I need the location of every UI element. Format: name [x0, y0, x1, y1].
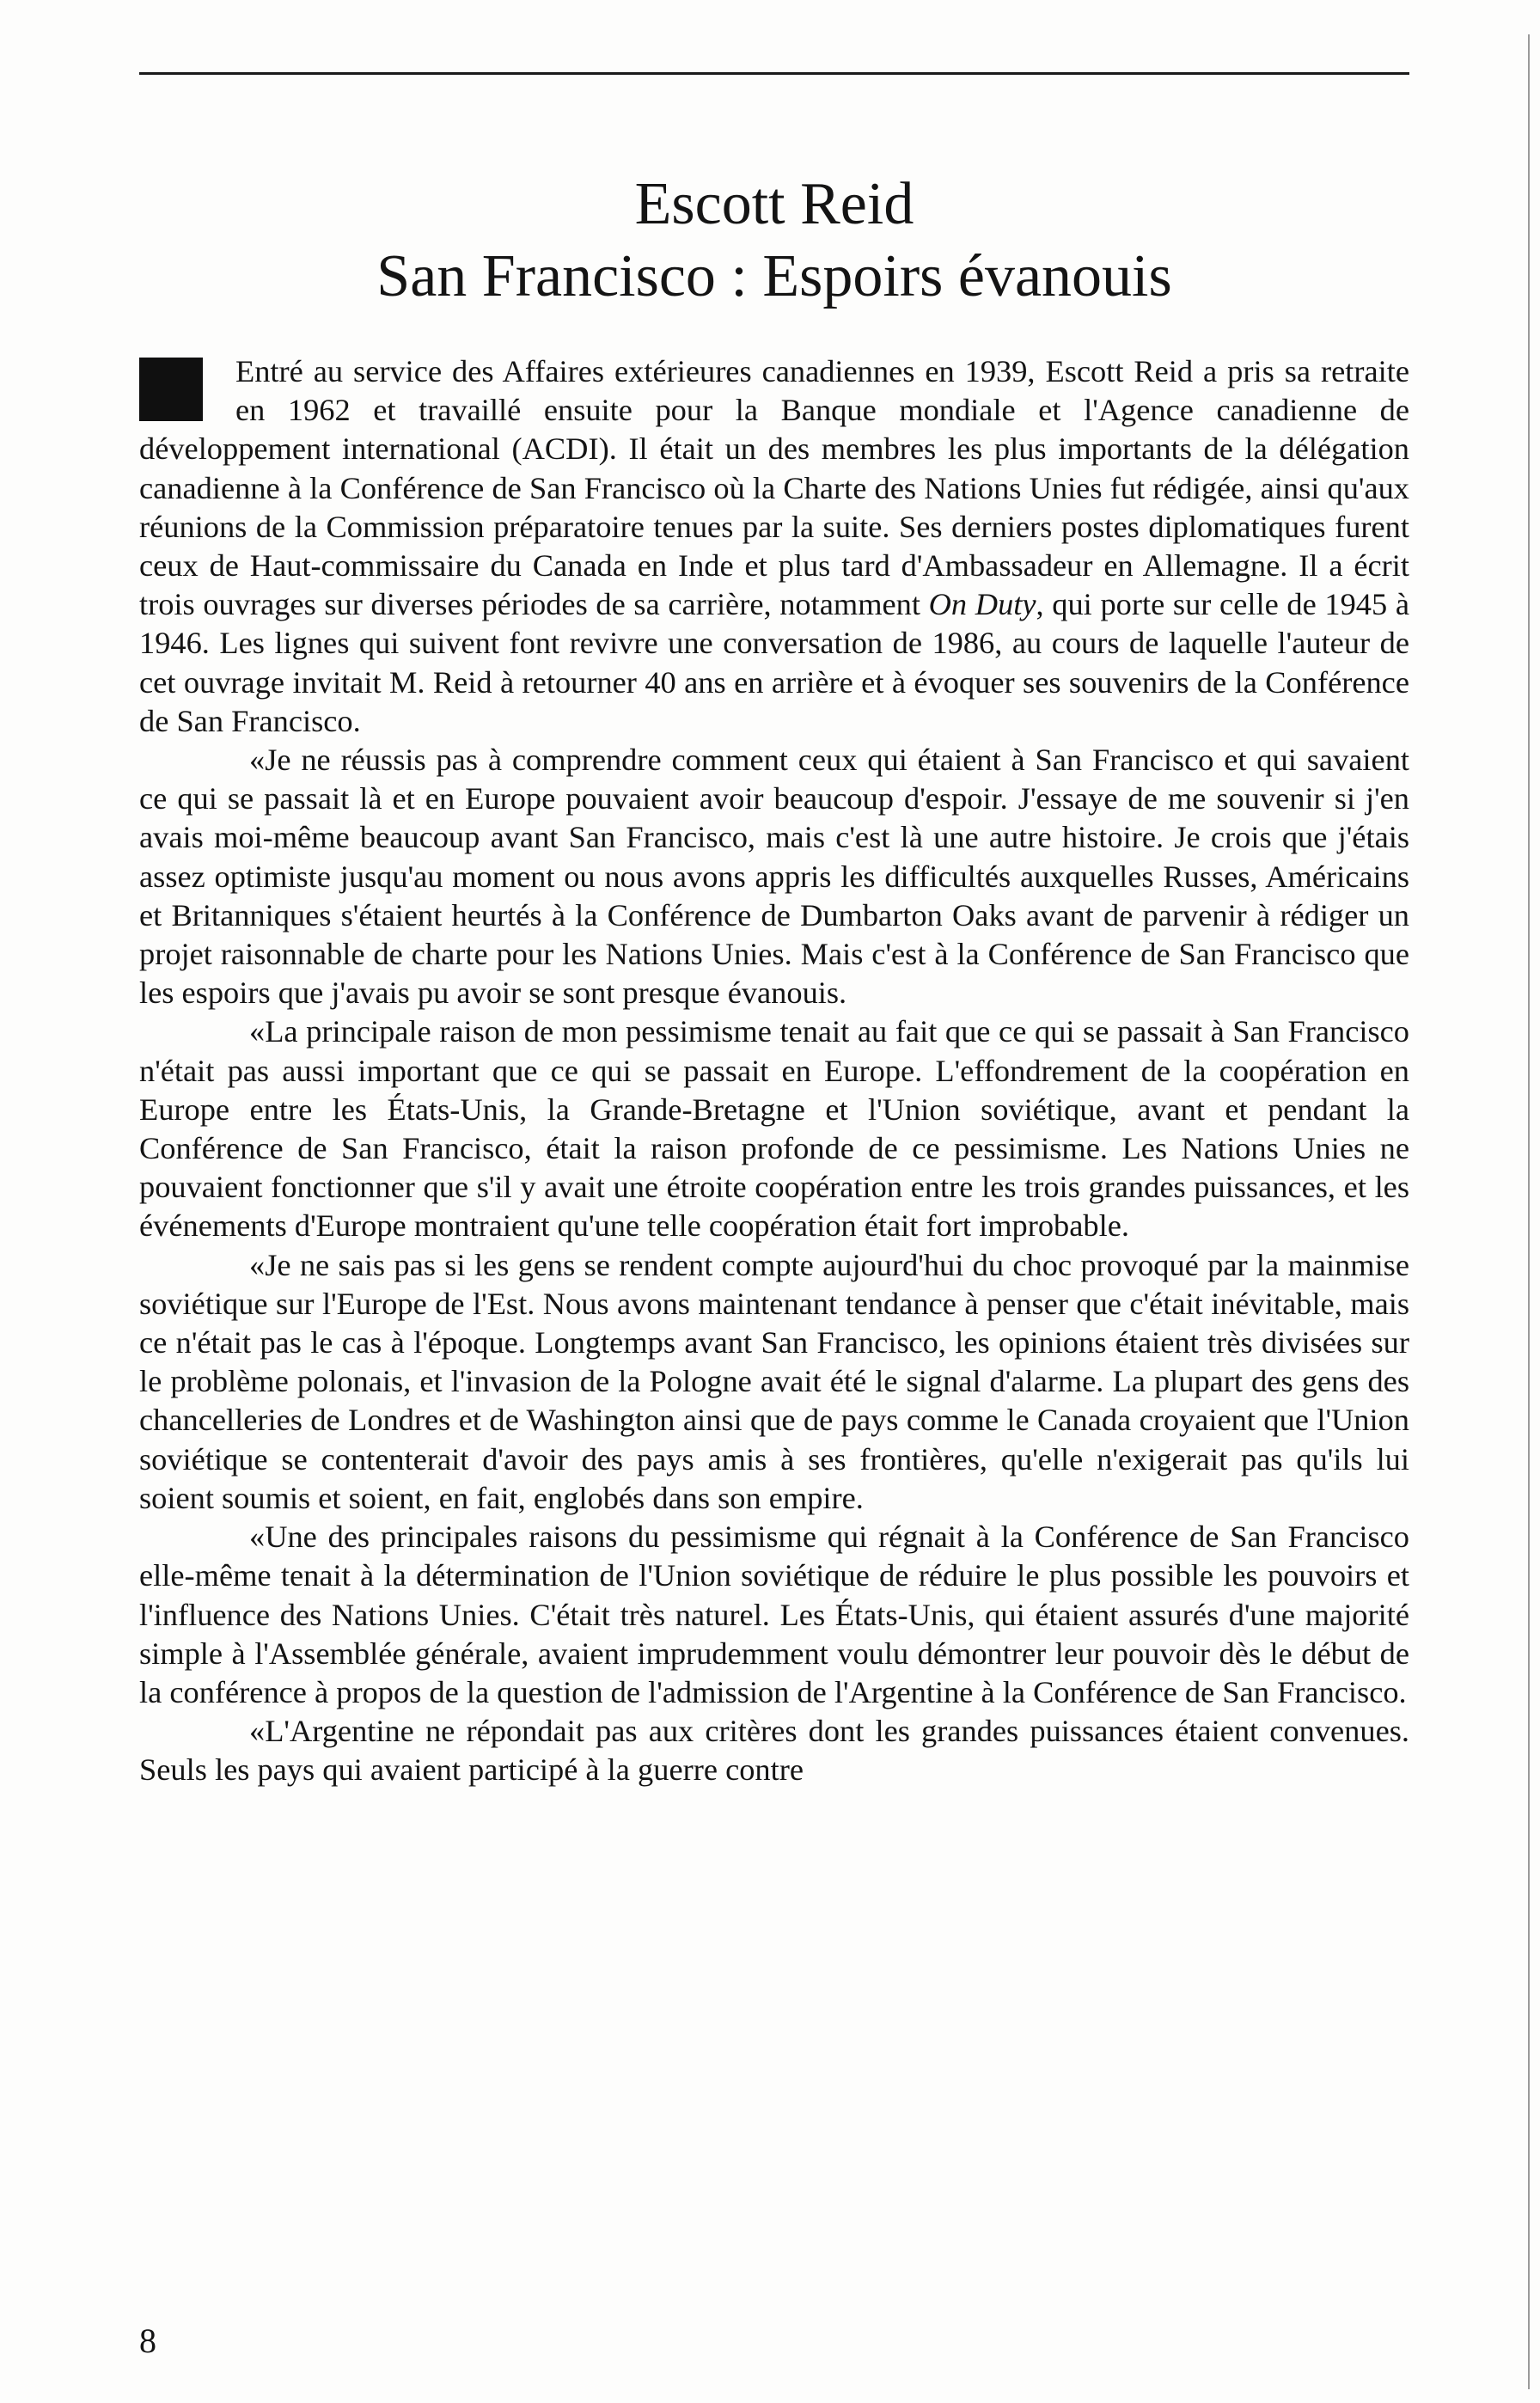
paragraph: «La principale raison de mon pessimisme tenait au fait que ce qui se passait à San Francisco n'était pas aussi important que ce qui se passait en Europe. L'effondrement de la coopération en Europe entre les États-Unis, la Grande-Bretagne et l'Union soviétique, avant et pendant la Conférence de San Francisco, était la raison profonde de ce pessimisme. Les Nations Unies ne pouvaient fonctionner que s'il y avait une étroite coopération entre les trois grandes puissances, et les événements d'Europe montraient qu'une telle coopération était fort improbable. — [139, 1014, 1409, 1244]
title-heading: San Francisco : Espoirs évanouis — [376, 243, 1172, 309]
paragraph: «Je ne sais pas si les gens se rendent compte aujourd'hui du choc provoqué par la mainmise soviétique sur l'Europe de l'Est. Nous avons maintenant tendance à penser que c'était inévitable, mais ce n'était pas le cas à l'époque. Longtemps avant San Francisco, les opinions étaient très divisées sur le problème polonais, et l'invasion de la Pologne avait été le signal d'alarme. La plupart des gens des chancelleries de Londres et de Washington ainsi que de pays comme le Canada croyaient que l'Union soviétique se contenterait d'avoir des pays amis à ses frontières, qu'elle n'exigerait pas qu'ils lui soient soumis et soient, en fait, englobés dans son empire. — [139, 1247, 1409, 1515]
intro-text-after: , qui porte sur celle de 1945 à 1946. Les lignes qui suivent font revivre une conversation de 1986, au cours de laquelle l'auteur de cet ouvrage invitait M. Reid à retourner 40 ans en arrière et à évoquer ses souvenirs de la Conférence de San Francisco. — [139, 587, 1410, 738]
article-title — [139, 168, 1409, 313]
drop-cap-block — [139, 358, 203, 421]
paragraph: «Une des principales raisons du pessimisme qui régnait à la Conférence de San Francisco elle-même tenait à la détermination de l'Union soviétique de réduire le plus possible les pouvoirs et l'influence des Nations Unies. C'était très naturel. Les États-Unis, qui étaient assurés d'une majorité simple à l'Assemblée générale, avaient imprudemment voulu démontrer leur pouvoir dès le début de la conférence à propos de la question de l'admission de l'Argentine à la Conférence de San Francisco. — [139, 1519, 1409, 1709]
paragraph: «Je ne réussis pas à comprendre comment ceux qui étaient à San Francisco et qui savaient ce qui se passait là et en Europe pouvaient avoir beaucoup d'espoir. J'essaye de me souvenir si j'en avais moi-même beaucoup avant San Francisco, mais c'est là une autre histoire. Je crois que j'étais assez optimiste jusqu'au moment ou nous avons appris les difficultés auxquelles Russes, Américains et Britanniques s'étaient heurtés à la Conférence de Dumbarton Oaks avant de parvenir à rédiger un projet raisonnable de charte pour les Nations Unies. Mais c'est à la Conférence de San Francisco que les espoirs que j'avais pu avoir se sont presque évanouis. — [139, 743, 1409, 1011]
scan-edge — [1528, 34, 1530, 2389]
paragraph: «L'Argentine ne répondait pas aux critères dont les grandes puissances étaient convenues. Seuls les pays qui avaient participé à la guerre contre — [139, 1714, 1409, 1788]
intro-text-before: Entré au service des Affaires extérieures canadiennes en 1939, Escott Reid a pris sa retraite en 1962 et travaillé ensuite pour la Banque mondiale et l'Agence canadienne de développement international (ACDI). Il était un des membres les plus importants de la délégation canadienne à la Conférence de San Francisco où la Charte des Nations Unies fut rédigée, ainsi qu'aux réunions de la Commission préparatoire tenues par la suite. Ses derniers postes diplomatiques furent ceux de Haut-commissaire du Canada en Inde et plus tard d'Ambassadeur en Allemagne. Il a écrit trois ouvrages sur diverses périodes de sa carrière, notamment — [139, 354, 1409, 622]
paragraph-intro — [139, 352, 1409, 741]
page-number: 8 — [139, 2321, 156, 2360]
book-title-italic: On Duty — [928, 587, 1036, 622]
title-author: Escott Reid — [634, 171, 914, 237]
top-rule — [139, 72, 1409, 75]
article-body — [139, 352, 1409, 1790]
